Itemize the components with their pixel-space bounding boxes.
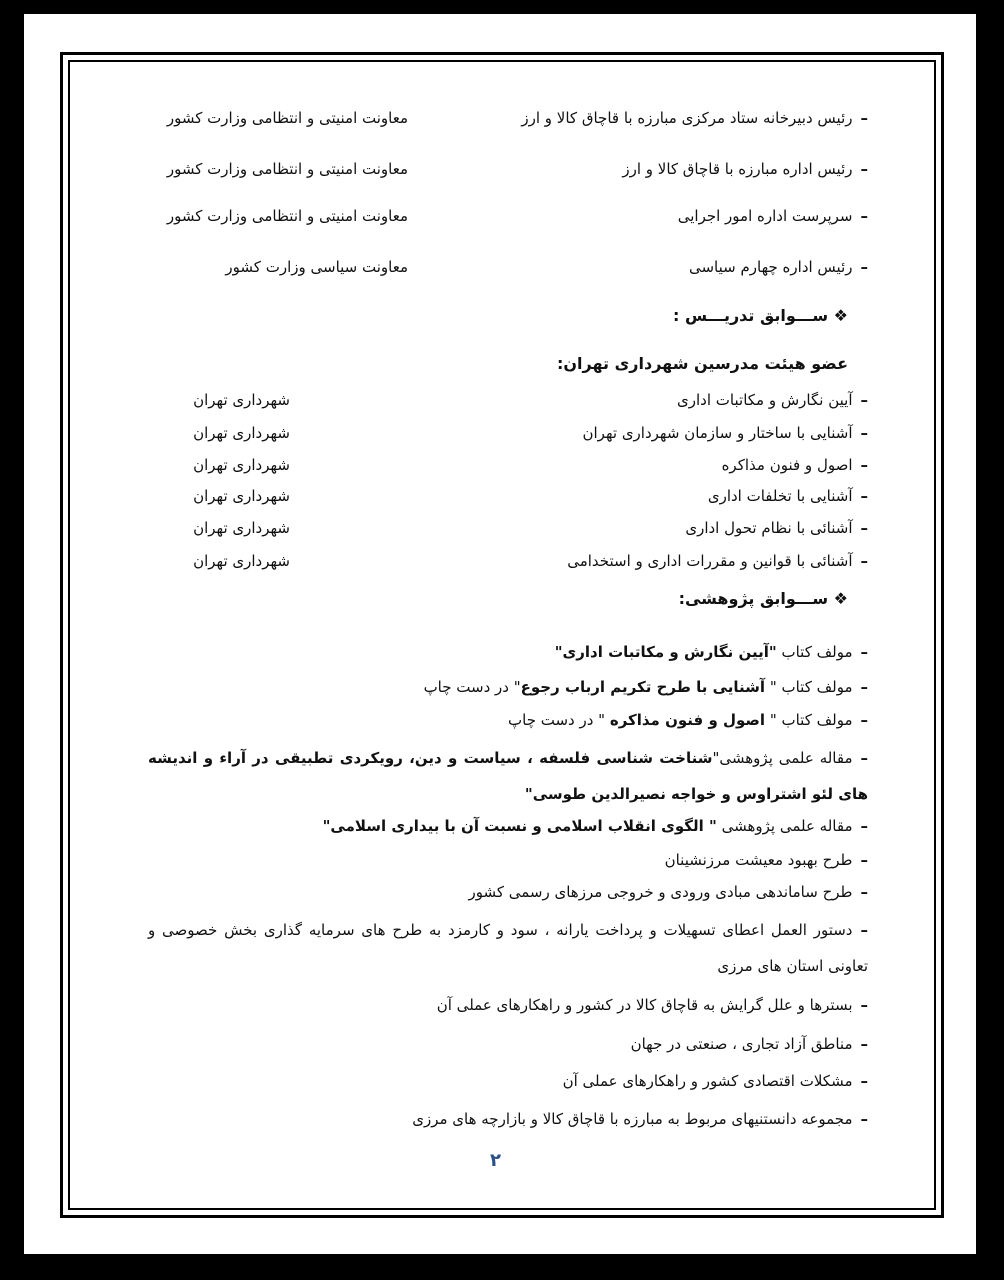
- teaching-item: –آشنائی با قوانین و مقررات اداری و استخدامی: [567, 552, 868, 570]
- teaching-place: شهرداری تهران: [193, 391, 290, 409]
- work-org: معاونت امنیتی و انتظامی وزارت کشور: [166, 160, 408, 178]
- work-item: –رئیس دبیرخانه ستاد مرکزی مبارزه با قاچاق کالا و ارز: [521, 109, 868, 127]
- teaching-place: شهرداری تهران: [193, 552, 290, 570]
- research-item: –دستور العمل اعطای تسهیلات و پرداخت یارانه ، سود و کارمزد به طرح های سرمایه گذاری بخش خصوصی و تعاونی استان های مرزی: [148, 921, 868, 975]
- research-item: –طرح بهبود معیشت مرزنشینان: [664, 851, 868, 869]
- research-item: –بسترها و علل گرایش به قاچاق کالا در کشور و راهکارهای عملی آن: [436, 996, 868, 1014]
- research-item: –مجموعه دانستنیهای مربوط به مبارزه با قاچاق کالا و بازارچه های مرزی: [412, 1110, 868, 1128]
- teaching-item: –آیین نگارش و مکاتبات اداری: [677, 391, 868, 409]
- teaching-item: –آشنایی با تخلفات اداری: [707, 487, 868, 505]
- work-org: معاونت امنیتی و انتظامی وزارت کشور: [166, 109, 408, 127]
- research-item: –مقاله علمی پژوهشی"شناخت شناسی فلسفه ، سیاست و دین، رویکردی تطبیقی در آراء و اندیشه های لئو اشتراوس و خواجه نصیرالدین طوسی": [148, 749, 868, 803]
- teaching-place: شهرداری تهران: [193, 456, 290, 474]
- page-number: ۲: [490, 1150, 501, 1171]
- research-item: –مناطق آزاد تجاری ، صنعتی در جهان: [630, 1035, 868, 1053]
- teaching-heading: ❖ ســـوابق تدریـــس :: [672, 306, 848, 325]
- teaching-place: شهرداری تهران: [193, 424, 290, 442]
- research-item: –مشکلات اقتصادی کشور و راهکارهای عملی آن: [562, 1072, 868, 1090]
- teaching-item: –آشنایی با ساختار و سازمان شهرداری تهران: [582, 424, 868, 442]
- research-heading: ❖ ســـوابق پژوهشی:: [678, 589, 848, 608]
- research-item: –مولف کتاب " اصول و فنون مذاکره " در دست چاپ: [508, 711, 868, 729]
- teaching-subheading: عضو هیئت مدرسین شهرداری تهران:: [556, 354, 848, 373]
- research-item: –مولف کتاب " آشنایی با طرح تکریم ارباب رجوع" در دست چاپ: [423, 678, 868, 696]
- teaching-item: –اصول و فنون مذاکره: [721, 456, 868, 474]
- work-org: معاونت امنیتی و انتظامی وزارت کشور: [166, 207, 408, 225]
- research-item: –مولف کتاب "آیین نگارش و مکاتبات اداری": [554, 643, 868, 661]
- research-item: –مقاله علمی پژوهشی " الگوی انقلاب اسلامی و نسبت آن با بیداری اسلامی": [322, 817, 868, 835]
- work-org: معاونت سیاسی وزارت کشور: [225, 258, 408, 276]
- teaching-item: –آشنائی با نظام تحول اداری: [685, 519, 868, 537]
- work-item: –سرپرست اداره امور اجرایی: [677, 207, 868, 225]
- work-item: –رئیس اداره چهارم سیاسی: [688, 258, 868, 276]
- teaching-place: شهرداری تهران: [193, 487, 290, 505]
- research-item: –طرح ساماندهی مبادی ورودی و خروجی مرزهای رسمی کشور: [468, 883, 868, 901]
- teaching-place: شهرداری تهران: [193, 519, 290, 537]
- work-item: –رئیس اداره مبارزه با قاچاق کالا و ارز: [622, 160, 868, 178]
